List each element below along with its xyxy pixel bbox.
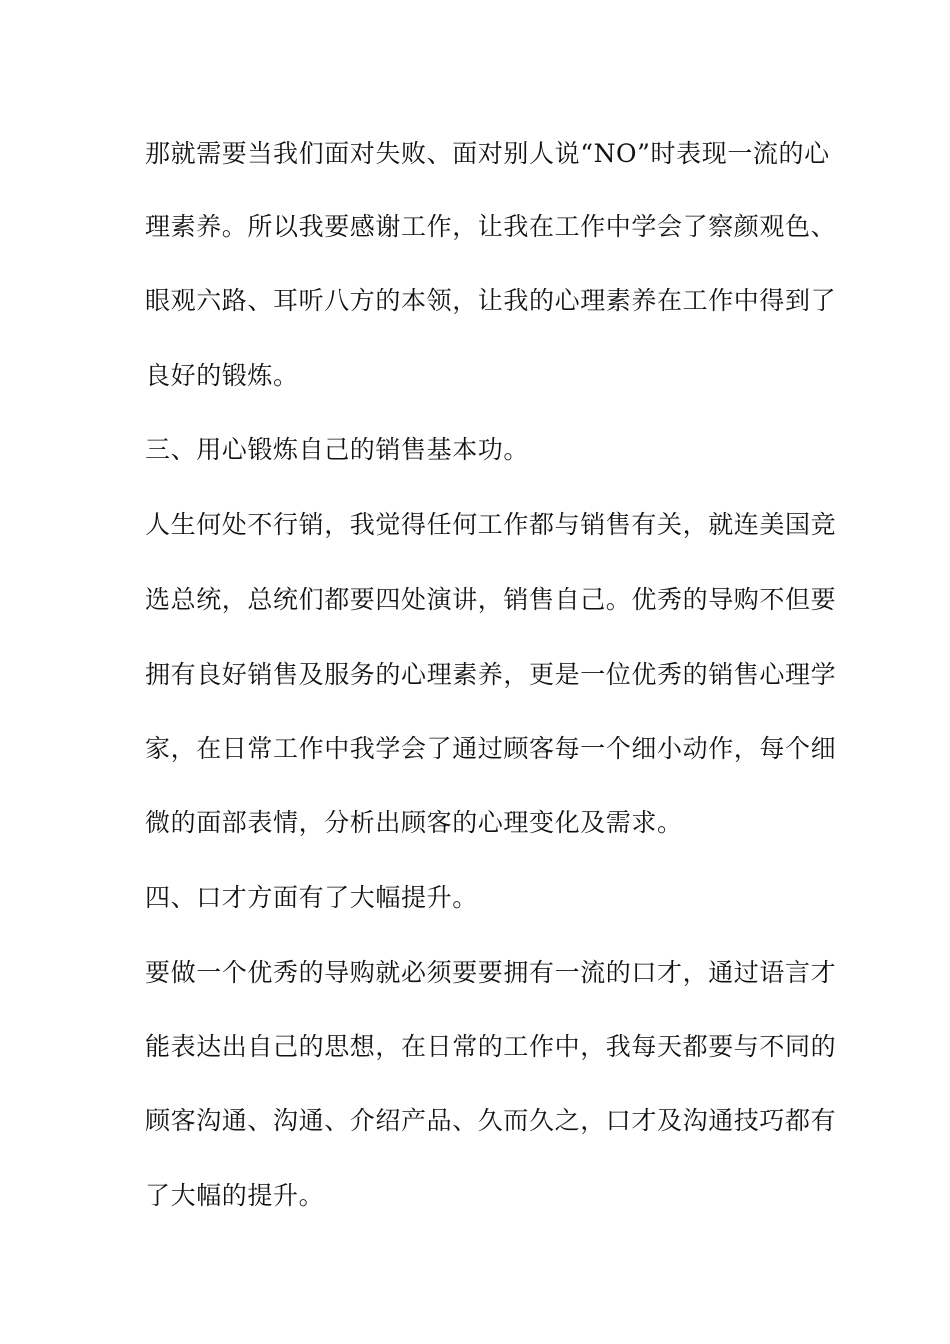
section-heading: 四、口才方面有了大幅提升。 [145,883,478,912]
text-line: 了大幅的提升。 [145,1181,325,1210]
section-heading: 三、用心锻炼自己的销售基本功。 [145,435,530,464]
text-line: 家，在日常工作中我学会了通过顾客每一个细小动作，每个细 [145,734,837,763]
text-line: 眼观六路、耳听八方的本领，让我的心理素养在工作中得到了 [145,286,837,315]
text-line: 良好的锻炼。 [145,361,299,390]
text-line: 人生何处不行销，我觉得任何工作都与销售有关，就连美国竞 [145,510,837,539]
text-line: 理素养。所以我要感谢工作，让我在工作中学会了察颜观色、 [145,212,837,241]
text-line: 要做一个优秀的导购就必须要要拥有一流的口才，通过语言才 [145,958,837,987]
text-line: 那就需要当我们面对失败、面对别人说“NO”时表现一流的心 [145,139,830,168]
text-line: 能表达出自己的思想，在日常的工作中，我每天都要与不同的 [145,1032,837,1061]
text-line: 拥有良好销售及服务的心理素养，更是一位优秀的销售心理学 [145,660,837,689]
text-line: 微的面部表情，分析出顾客的心理变化及需求。 [145,808,683,837]
text-line: 选总统，总统们都要四处演讲，销售自己。优秀的导购不但要 [145,585,837,614]
text-line: 顾客沟通、沟通、介绍产品、久而久之，口才及沟通技巧都有 [145,1106,837,1135]
